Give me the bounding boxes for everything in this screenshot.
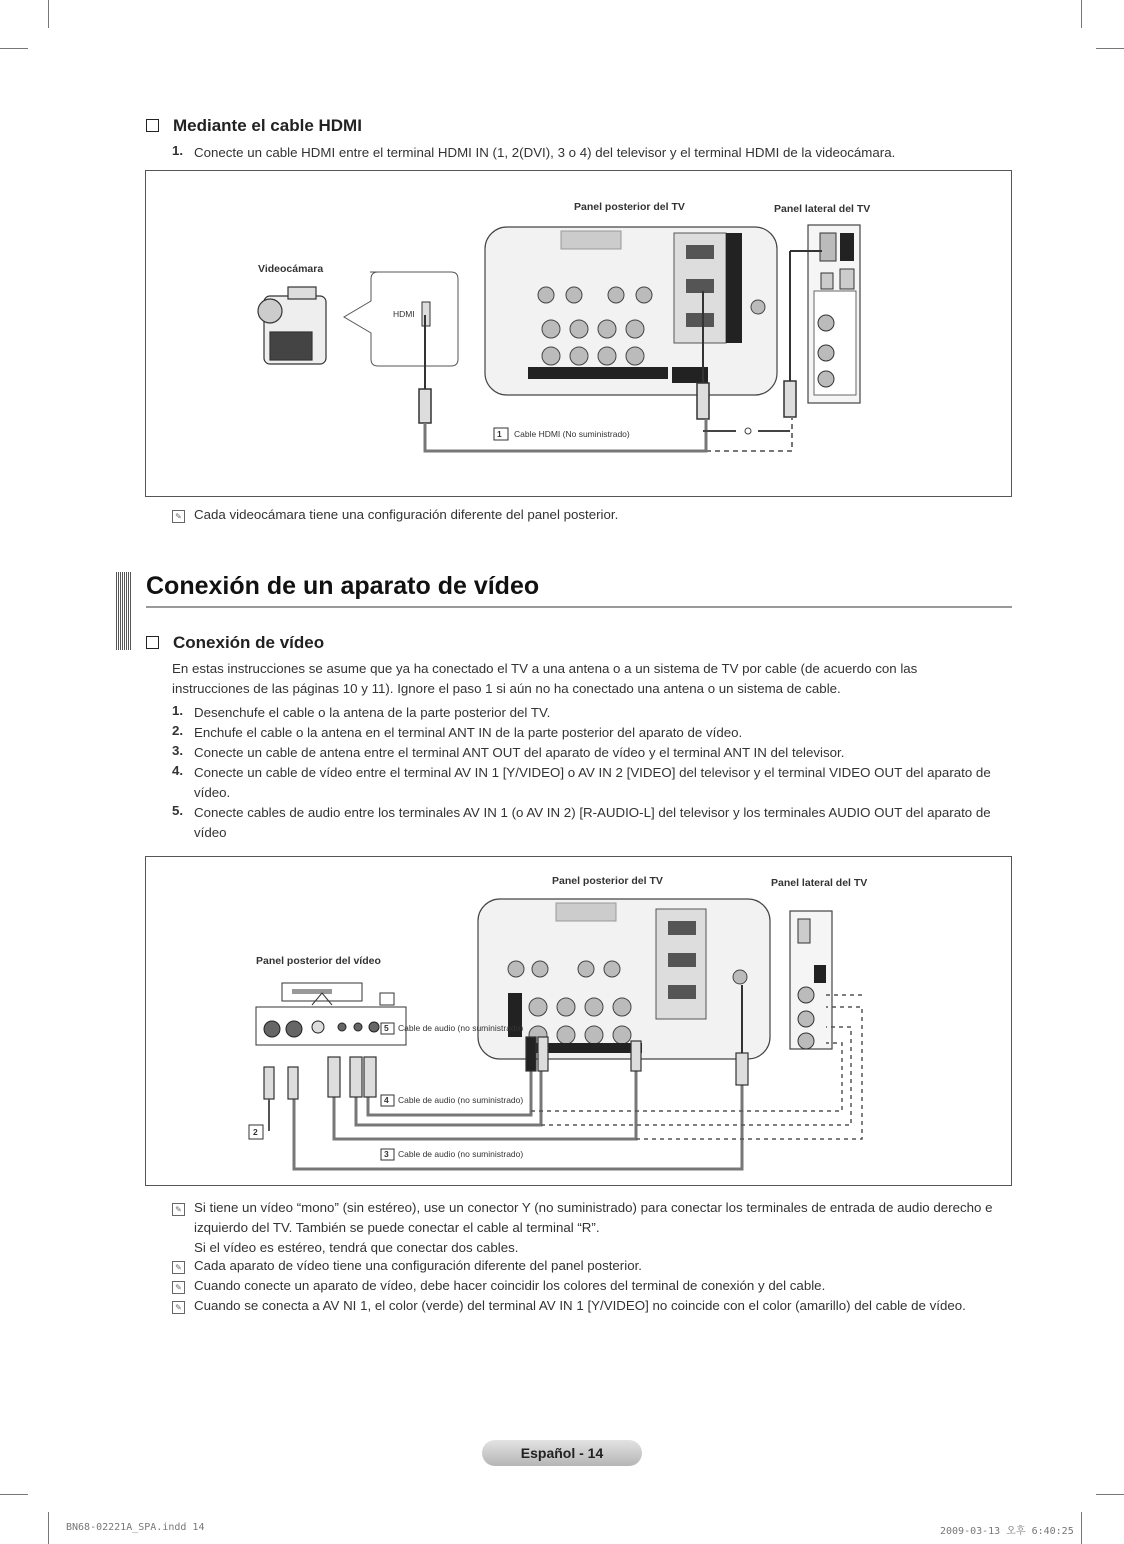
step-text: Conecte cables de audio entre los terminales AV IN 1 (o AV IN 2) [R-AUDIO-L] del televisor y los terminales AUDIO OUT del aparato de vídeo bbox=[194, 805, 991, 840]
crop-mark bbox=[1096, 48, 1124, 49]
checkbox-square-icon bbox=[146, 119, 159, 132]
vcr-note: Si el vídeo es estéreo, tendrá que conectar dos cables. bbox=[194, 1240, 519, 1255]
hdmi-diagram bbox=[146, 171, 1011, 496]
step-number: 1. bbox=[172, 703, 184, 718]
hdmi-connection-figure bbox=[145, 170, 1012, 497]
camcorder-icon bbox=[258, 287, 326, 364]
vcr-connection-figure bbox=[145, 856, 1012, 1186]
step-text: Conecte un cable de vídeo entre el terminal AV IN 1 [Y/VIDEO] o AV IN 2 [VIDEO] del televisor y el terminal VIDEO OUT del aparato de vídeo. bbox=[194, 765, 991, 800]
video-section-heading: Conexión de un aparato de vídeo bbox=[146, 572, 540, 600]
video-intro: En estas instrucciones se asume que ya ha conectado el TV a una antena o a un sistema de TV por cable (de acuerdo con las instrucciones de las páginas 10 y 11). Ignore el paso 1 si aún no ha conectado una antena o un sistema de cable. bbox=[172, 661, 918, 696]
heading-rule bbox=[146, 606, 1012, 608]
vcr-note: Cada aparato de vídeo tiene una configuración diferente del panel posterior. bbox=[194, 1258, 642, 1273]
cable-label: Cable HDMI (No suministrado) bbox=[514, 429, 630, 439]
cable-number: 4 bbox=[384, 1095, 389, 1105]
vcr-note: Si tiene un vídeo “mono” (sin estéreo), use un conector Y (no suministrado) para conectar los terminales de entrada de audio derecho e izquierdo del TV. También se puede conectar el cable al terminal “R”. bbox=[194, 1200, 993, 1235]
step-text: Conecte un cable HDMI entre el terminal HDMI IN (1, 2(DVI), 3 o 4) del televisor y el terminal HDMI de la videocámara. bbox=[194, 145, 896, 160]
checkbox-square-icon bbox=[146, 636, 159, 649]
rear-panel-label: Panel posterior del TV bbox=[574, 201, 685, 213]
note-icon: ✎ bbox=[172, 1261, 185, 1274]
crop-mark bbox=[48, 1512, 49, 1544]
crop-mark bbox=[0, 1494, 28, 1495]
note-icon: ✎ bbox=[172, 1203, 185, 1216]
note-icon: ✎ bbox=[172, 1301, 185, 1314]
video-subtitle: Conexión de vídeo bbox=[146, 633, 324, 653]
camcorder-label: Videocámara bbox=[258, 263, 324, 275]
vcr-diagram bbox=[146, 857, 1011, 1185]
note-icon: ✎ bbox=[172, 510, 185, 523]
cable-label: Cable de audio (no suministrado) bbox=[398, 1095, 524, 1105]
cable-number: 2 bbox=[253, 1127, 258, 1137]
step-text: Desenchufe el cable o la antena de la parte posterior del TV. bbox=[194, 705, 551, 720]
cable-number: 3 bbox=[384, 1149, 389, 1159]
vcr-note: Cuando conecte un aparato de vídeo, debe hacer coincidir los colores del terminal de conexión y del cable. bbox=[194, 1278, 826, 1293]
step-text: Enchufe el cable o la antena en el terminal ANT IN de la parte posterior del aparato de vídeo. bbox=[194, 725, 743, 740]
print-date: 2009-03-13 오후 6:40:25 bbox=[940, 1526, 1074, 1537]
vcr-label: Panel posterior del vídeo bbox=[256, 955, 381, 967]
section-bar-icon bbox=[116, 572, 132, 650]
crop-mark bbox=[48, 0, 49, 28]
step-text: Conecte un cable de antena entre el terminal ANT OUT del aparato de vídeo y el terminal ANT IN del televisor. bbox=[194, 745, 845, 760]
cable-label: Cable de audio (no suministrado) bbox=[398, 1023, 524, 1033]
hdmi-port-label: HDMI bbox=[393, 309, 415, 319]
file-info: BN68-02221A_SPA.indd 14 bbox=[66, 1522, 205, 1533]
crop-mark bbox=[0, 48, 28, 49]
note-icon: ✎ bbox=[172, 1281, 185, 1294]
hdmi-note: Cada videocámara tiene una configuración diferente del panel posterior. bbox=[194, 507, 619, 522]
cable-number: 5 bbox=[384, 1023, 389, 1033]
page-number-badge: Español - 14 bbox=[482, 1440, 642, 1466]
crop-mark bbox=[1081, 1512, 1082, 1544]
vcr-note: Cuando se conecta a AV NI 1, el color (verde) del terminal AV IN 1 [Y/VIDEO] no coincide con el color (amarillo) del cable de vídeo. bbox=[194, 1298, 966, 1313]
crop-mark bbox=[1096, 1494, 1124, 1495]
step-number: 5. bbox=[172, 803, 184, 818]
side-panel-label: Panel lateral del TV bbox=[771, 877, 868, 889]
cable-number: 1 bbox=[497, 429, 502, 439]
step-number: 1. bbox=[172, 143, 184, 158]
step-number: 2. bbox=[172, 723, 184, 738]
rear-panel-label: Panel posterior del TV bbox=[552, 875, 663, 887]
hdmi-section-title: Mediante el cable HDMI bbox=[146, 116, 362, 136]
step-number: 4. bbox=[172, 763, 184, 778]
cable-label: Cable de audio (no suministrado) bbox=[398, 1149, 524, 1159]
side-panel-label: Panel lateral del TV bbox=[774, 203, 871, 215]
crop-mark bbox=[1081, 0, 1082, 28]
step-number: 3. bbox=[172, 743, 184, 758]
